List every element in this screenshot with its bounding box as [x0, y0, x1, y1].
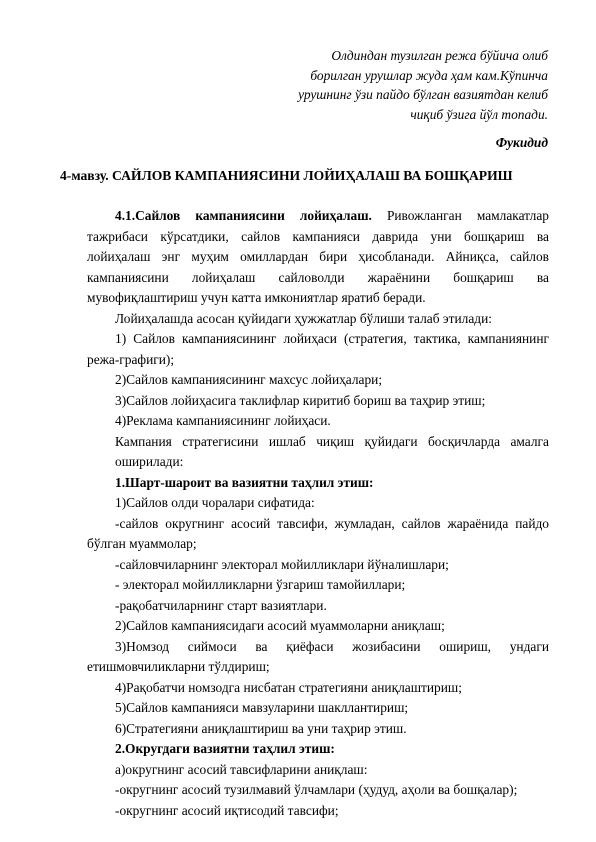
- subsection-title: 1.Шарт-шароит ва вазиятни таҳлил этиш:: [115, 474, 374, 490]
- list-item: а)округнинг асосий тавсифларини аниқлаш:: [115, 761, 368, 777]
- list-item: 4)Рақобатчи номзодга нисбатан стратегияни аниқлаштириш;: [115, 679, 462, 695]
- epigraph-author: Фукидид: [495, 135, 548, 150]
- list-item: -округнинг асосий тузилмавий ўлчамлари (ҳудуд, аҳоли ва бошқалар);: [115, 782, 518, 797]
- subsection-title: 2.Округдаги вазиятни таҳлил этиш:: [115, 741, 335, 756]
- epigraph-line: чиқиб ўзига йўл топади.: [410, 106, 548, 122]
- list-item: 6)Стратегияни аниқлаштириш ва уни таҳрир этиш.: [115, 720, 407, 736]
- section-title: 4.1.Сайлов кампаниясини лойиҳалаш.: [115, 208, 372, 223]
- list-item: -сайлов округнинг асосий тавсифи, жумладан, сайлов жараёнида пайдо бўлган муаммолар;: [87, 515, 549, 551]
- list-item: 2)Сайлов кампаниясининг махсус лойиҳалари;: [115, 372, 383, 387]
- topic-heading: 4-мавзу. САЙЛОВ КАМПАНИЯСИНИ ЛОЙИҲАЛАШ ВА БОШҚАРИШ: [60, 168, 513, 183]
- list-item: -рақобатчиларнинг старт вазиятлари.: [115, 597, 327, 613]
- list-item: 4)Реклама кампаниясининг лойиҳаси.: [115, 413, 331, 428]
- epigraph: [240, 46, 548, 124]
- epigraph-line: Олдиндан тузилган режа бўйича олиб: [331, 48, 548, 63]
- list-item: - электорал мойилликларни ўзгариш тамойиллари;: [115, 577, 406, 592]
- list-item: 3)Номзод сиймоси ва қиёфаси жозибасини ошириш, ундаги етишмовчиликларни тўлдириш;: [87, 638, 549, 674]
- list-item: -округнинг асосий иқтисодий тавсифи;: [115, 802, 339, 818]
- document-body: [87, 206, 549, 821]
- epigraph-line: урушнинг ўзи пайдо бўлган вазиятдан келиб: [298, 87, 548, 102]
- list-item: 5)Сайлов кампанияси мавзуларини шакллантириш;: [115, 700, 409, 715]
- list-item: 3)Сайлов лойиҳасига таклифлар киритиб бориш ва таҳрир этиш;: [115, 392, 486, 408]
- section-paragraph: [87, 206, 549, 309]
- list-item: 1)Сайлов олди чоралари сифатида:: [115, 495, 315, 510]
- list-item: 2)Сайлов кампаниясидаги асосий муаммоларни аниқлаш;: [115, 618, 445, 633]
- section-text: Ривожланган мамлакатлар тажрибаси кўрсатдики, сайлов кампанияси даврида уни бошқариш ва лойиҳалаш энг муҳим омиллардан бири ҳисобланади. Айниқса, сайлов кампаниясини лойиҳалаш сайловолди жараёнини бошқариш ва мувофиқлаштириш учун катта имкониятлар яратиб беради.: [87, 208, 549, 305]
- list-item: 1) Сайлов кампаниясининг лойиҳаси (стратегия, тактика, кампаниянинг режа-графиги);: [87, 331, 549, 367]
- list-item: -сайловчиларнинг электорал мойилликлари йўналишлари;: [115, 556, 449, 572]
- epigraph-line: борилган урушлар жуда ҳам кам.Кўпинча: [310, 67, 548, 83]
- paragraph: Кампания стратегисини ишлаб чиқиш қуйидаги босқичларда амалга оширилади:: [115, 433, 549, 469]
- paragraph: Лойиҳалашда асосан қуйидаги ҳужжатлар бўлиши талаб этилади:: [115, 310, 492, 326]
